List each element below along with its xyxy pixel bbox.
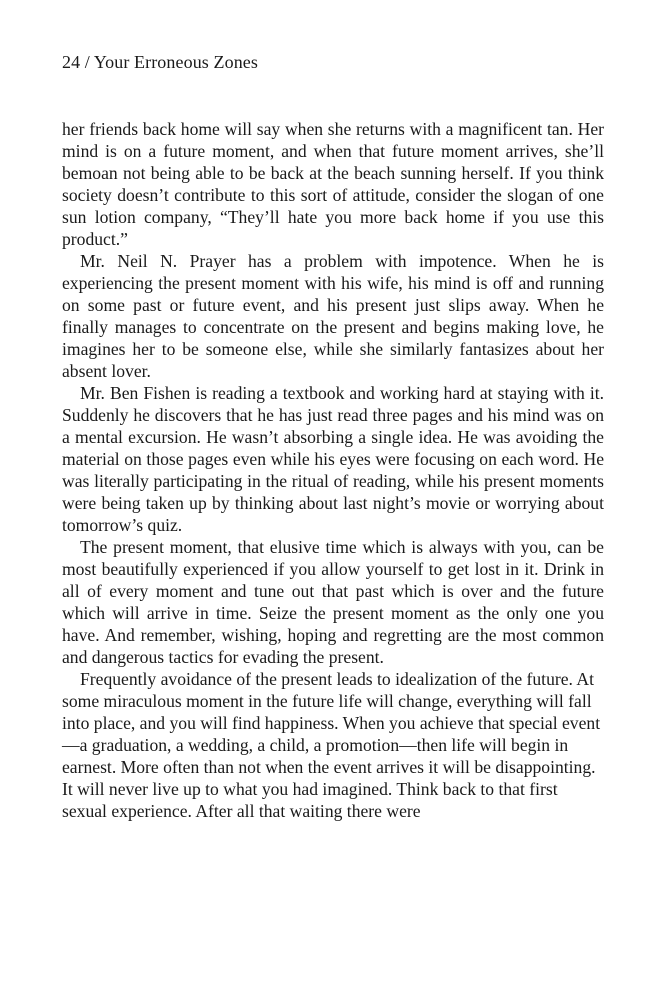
paragraph-present-moment: The present moment, that elusive time which is always with you, can be most beautifully experienced if you allow yourself to get lost in it. Drink in all of every moment and tune out that past which is over and the future which will arrive in time. Seize the present moment as the only one you have. And remember, wishing, hoping and regretting are the most common and dangerous tactics for evading the present. xyxy=(62,537,604,667)
paragraph-continuation: her friends back home will say when she returns with a magnificent tan. Her mind is on a future moment, and when that future moment arrives, she’ll bemoan not being able to be back at the beach sunning herself. If you think society doesn’t contribute to this sort of attitude, consider the slogan of one sun lotion company, “They’ll hate you more back home if you use this product.” xyxy=(62,119,604,249)
running-head: 24 / Your Erroneous Zones xyxy=(62,52,258,72)
body-text xyxy=(62,118,604,822)
paragraph-ben-fishen: Mr. Ben Fishen is reading a textbook and working hard at staying with it. Suddenly he discovers that he has just read three pages and his mind was on a mental excursion. He wasn’t absorbing a single idea. He was avoiding the material on those pages even while his eyes were focusing on each word. He was literally participating in the ritual of reading, while his present moments were being taken up by thinking about last night’s movie or worrying about tomorrow’s quiz. xyxy=(62,383,604,535)
paragraph-neil-prayer: Mr. Neil N. Prayer has a problem with impotence. When he is experiencing the present moment with his wife, his mind is off and running on some past or future event, and his present just slips away. When he finally manages to concentrate on the present and begins making love, he imagines her to be someone else, while she similarly fantasizes about her absent lover. xyxy=(62,251,604,381)
paragraph-idealization-of-future: Frequently avoidance of the present leads to idealization of the future. At some miraculous moment in the future life will change, everything will fall into place, and you will find happiness. When you achieve that special event—a graduation, a wedding, a child, a promotion—then life will begin in earnest. More often than not when the event arrives it will be disappointing. It will never live up to what you had imagined. Think back to that first sexual experience. After all that waiting there were xyxy=(62,669,601,821)
book-page xyxy=(62,50,604,822)
